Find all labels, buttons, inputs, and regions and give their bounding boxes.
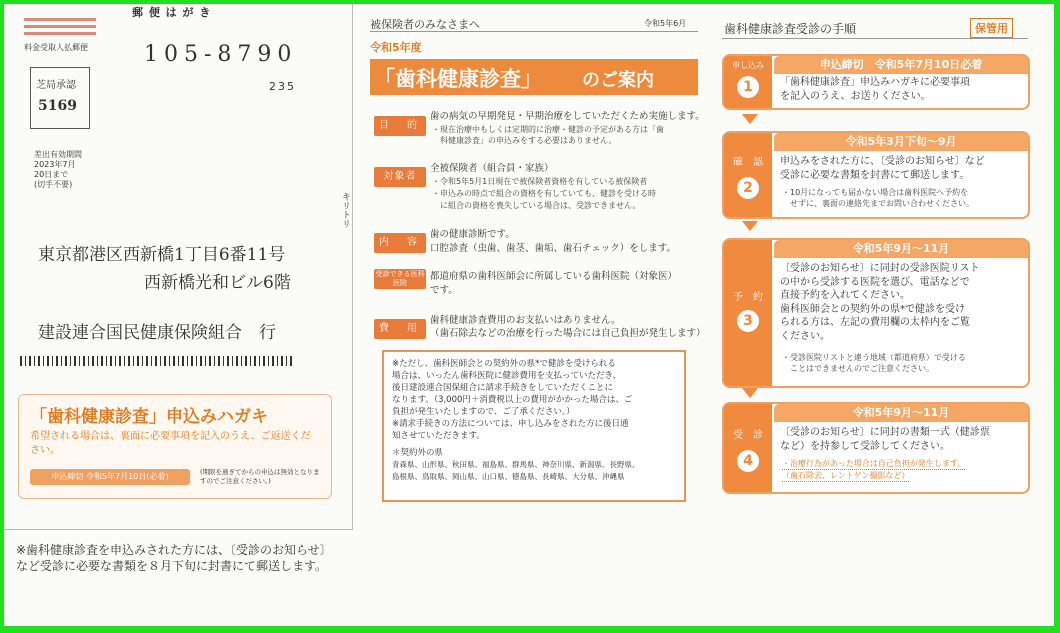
step-side: [724, 56, 772, 108]
step-body: [780, 155, 1022, 182]
out-of-contract-box: [382, 350, 686, 502]
down-arrow-icon: [742, 114, 758, 124]
guide-title-suffix: のご案内: [582, 70, 654, 91]
step-note: [782, 352, 1022, 374]
guide-title-banner: [370, 59, 698, 95]
step-header: 令和5年9月～11月: [774, 240, 1028, 258]
step-body-line: ください。: [780, 330, 830, 342]
box-line: 後日建設連合国保組合に請求手続きをしていただくことに: [392, 383, 614, 393]
validity-line: 2023年7月: [34, 160, 76, 169]
guide-title: 「歯科健康診査」: [374, 67, 542, 91]
step-side-label: 予 約: [733, 292, 763, 303]
step-note: [782, 187, 1022, 209]
cost-sub: （歯石除去などの治療を行った場合には自己負担が発生します）: [430, 328, 706, 339]
address-line-1: 東京都港区西新橋1丁目6番11号: [38, 245, 286, 265]
validity-line: 差出有効期間: [34, 150, 82, 159]
step-2: [722, 131, 1030, 219]
step-number: 3: [737, 310, 759, 332]
application-form-title: 「歯科健康診査」申込みハガキ: [30, 407, 268, 427]
step-note-line: せずに、裏面の連絡先までお問い合わせください。: [782, 199, 974, 208]
content-main: 歯の健康診断です。: [430, 229, 515, 240]
step-number: 1: [737, 76, 759, 98]
cut-line-label: キリトリ: [340, 192, 350, 228]
stamp-number: 5169: [38, 98, 77, 114]
step-body-line: 受診に必要な書類を封書にて郵送します。: [780, 169, 970, 181]
label-cost: 費 用: [374, 319, 426, 339]
step-note-line: ・受診医院リストと違う地域（都道府県）で受ける: [782, 353, 966, 362]
box-line: 知させていただきます。: [392, 431, 485, 441]
step-side-label: 受 診: [733, 430, 763, 441]
greeting: 被保険者のみなさまへ: [370, 18, 480, 31]
step-body: [780, 426, 1022, 453]
step-header: 令和5年9月～11月: [774, 404, 1028, 422]
step-1: [722, 54, 1030, 110]
step-note: [782, 458, 1022, 482]
fiscal-year: 令和5年度: [370, 41, 422, 54]
step-4: [722, 402, 1030, 494]
document-page: [4, 4, 1054, 626]
steps-title: 歯科健康診査受診の手順: [724, 22, 857, 36]
stamp-top-text: 料金受取人払郵便: [24, 43, 88, 52]
postcard-header: 郵 便 は が き: [132, 6, 212, 19]
sub-code: 235: [269, 80, 296, 93]
validity: [34, 150, 82, 190]
box-list-title: ＊契約外の県: [392, 448, 444, 458]
application-form-desc: 希望される場合は、裏面に必要事項を記入のうえ、ご返送ください。: [30, 431, 311, 456]
clinic-main: 都道府県の歯科医師会に所属している歯科医院（対象医）: [430, 271, 678, 282]
step-note-line: （歯石除去、レントゲン撮影など）: [782, 471, 910, 480]
content-sub: 口腔診査（虫歯、歯茎、歯垢、歯石チェック）をします。: [430, 243, 676, 254]
step-side-label: 確 認: [733, 157, 763, 168]
step-body-line: 〔受診のお知らせ〕に同封の書類一式（健診票: [780, 427, 990, 438]
box-line: 負担が発生いたしますので、ご了承ください。）: [392, 407, 575, 417]
step-body-line: の中から受診する医院を選び、電話などで: [780, 276, 970, 288]
step-header: 申込締切 令和5年7月10日必着: [774, 56, 1028, 74]
step-body-line: 〔受診のお知らせ〕に同封の受診医院リスト: [780, 263, 980, 274]
eligible-sub-2: ・申込みの時点で組合の資格を有していても、健診を受ける時: [432, 189, 656, 198]
step-side: [724, 133, 772, 217]
keep-badge: 保管用: [970, 18, 1013, 38]
eligible-sub-3: に組合の資格を喪失している場合は、受診できません。: [432, 201, 641, 210]
box-list-line: 島根県、鳥取県、岡山県、山口県、徳島県、長崎県、大分県、沖縄県: [392, 472, 625, 481]
issue-date: 令和5年6月: [644, 19, 687, 28]
eligible-main: 全被保険者（組合員・家族）: [430, 163, 554, 174]
step-body-line: を記入のうえ、お送りください。: [780, 90, 931, 102]
step-note-line: ・10月になっても届かない場合は歯科医院へ予約を: [782, 188, 969, 197]
addressee: 建設連合国民健康保険組合 行: [38, 323, 276, 343]
box-line: なります。（3,000円＋消費税以上の費用がかかった場合は、ご: [392, 395, 633, 405]
step-side: [724, 404, 772, 492]
step-body-line: られる方は、左記の費用欄の太枠内をご覧: [780, 317, 970, 328]
step-body-line: 「歯科健康診査」申込みハガキに必要事項: [780, 77, 970, 88]
stamp-office: 芝局承認: [36, 80, 76, 91]
step-body: [780, 76, 1022, 103]
application-deadline-badge: 申込締切 令和5年7月10日(必着): [30, 469, 190, 485]
purpose-main: 歯の病気の早期発見・早期治療をしていただくため実施します。: [430, 111, 705, 122]
step-note-line: ことはできませんのでご注意ください。: [782, 364, 934, 373]
application-deadline-note: (期限を過ぎてからの申込は無効となりますのでご注意ください。): [200, 468, 320, 485]
label-content: 内 容: [374, 233, 426, 253]
steps-divider: [722, 38, 1028, 39]
barcode: [20, 356, 294, 366]
box-list-line: 青森県、山形県、秋田県、福島県、群馬県、神奈川県、新潟県、長野県、: [392, 460, 640, 469]
step-body-line: 歯科医師会との契約外の県*で健診を受け: [780, 303, 965, 315]
step-3: [722, 238, 1030, 388]
guide-divider: [370, 31, 698, 32]
box-line: ※ただし、歯科医師会との契約外の県*で健診を受けられる: [392, 359, 616, 369]
down-arrow-icon: [742, 388, 758, 398]
label-purpose: 目 的: [374, 116, 426, 136]
address-line-2: 西新橋光和ビル6階: [144, 273, 291, 293]
step-side: [724, 240, 772, 386]
footer-note: ※歯科健康診査を申込みされた方には、〔受診のお知らせ〕など受診に必要な書類を８月下旬に封書にて郵送します。: [16, 543, 332, 573]
purpose-sub-1: ・現在治療中もしくは定期的に治療・健診の予定がある方は「歯: [432, 125, 664, 134]
validity-line: 20日まで: [34, 170, 69, 179]
step-number: 2: [737, 177, 759, 199]
label-eligible: 対象者: [374, 167, 426, 187]
step-body-line: 申込みをされた方に、〔受診のお知らせ〕など: [780, 156, 985, 167]
purpose-sub-2: 科健康診査」の申込みをする必要はありません。: [432, 136, 617, 145]
stamp-bar-3: [24, 32, 96, 35]
eligible-sub-1: ・令和5年5月1日現在で被保険者資格を有している被保険者: [432, 177, 648, 186]
box-line: 場合は、いったん歯科医院に健診費用を支払っていただき、: [392, 371, 622, 381]
box-line: ※請求手続きの方法については、申し込みをされた方に後日通: [392, 419, 629, 429]
step-header: 令和5年3月下旬～9月: [774, 133, 1028, 151]
stamp-bar-2: [24, 25, 96, 28]
step-side-label: 申し込み: [732, 61, 764, 70]
step-body: [780, 262, 1022, 343]
step-note-line: ・治療行為があった場合は自己負担が発生します。: [782, 459, 966, 468]
label-clinic: 受診できる医科医院: [375, 270, 425, 287]
step-body-line: 直接予約を入れてください。: [780, 290, 910, 301]
step-number: 4: [737, 450, 759, 472]
validity-line: (切手不要): [34, 180, 73, 189]
step-body-line: など）を持参して受診してください。: [780, 440, 950, 452]
down-arrow-icon: [742, 221, 758, 231]
postal-code: 105-8790: [144, 42, 298, 67]
clinic-sub: です。: [430, 285, 458, 296]
stamp-bar-1: [24, 18, 96, 21]
cost-main: 歯科健康診査費用のお支払いはありません。: [430, 315, 621, 326]
